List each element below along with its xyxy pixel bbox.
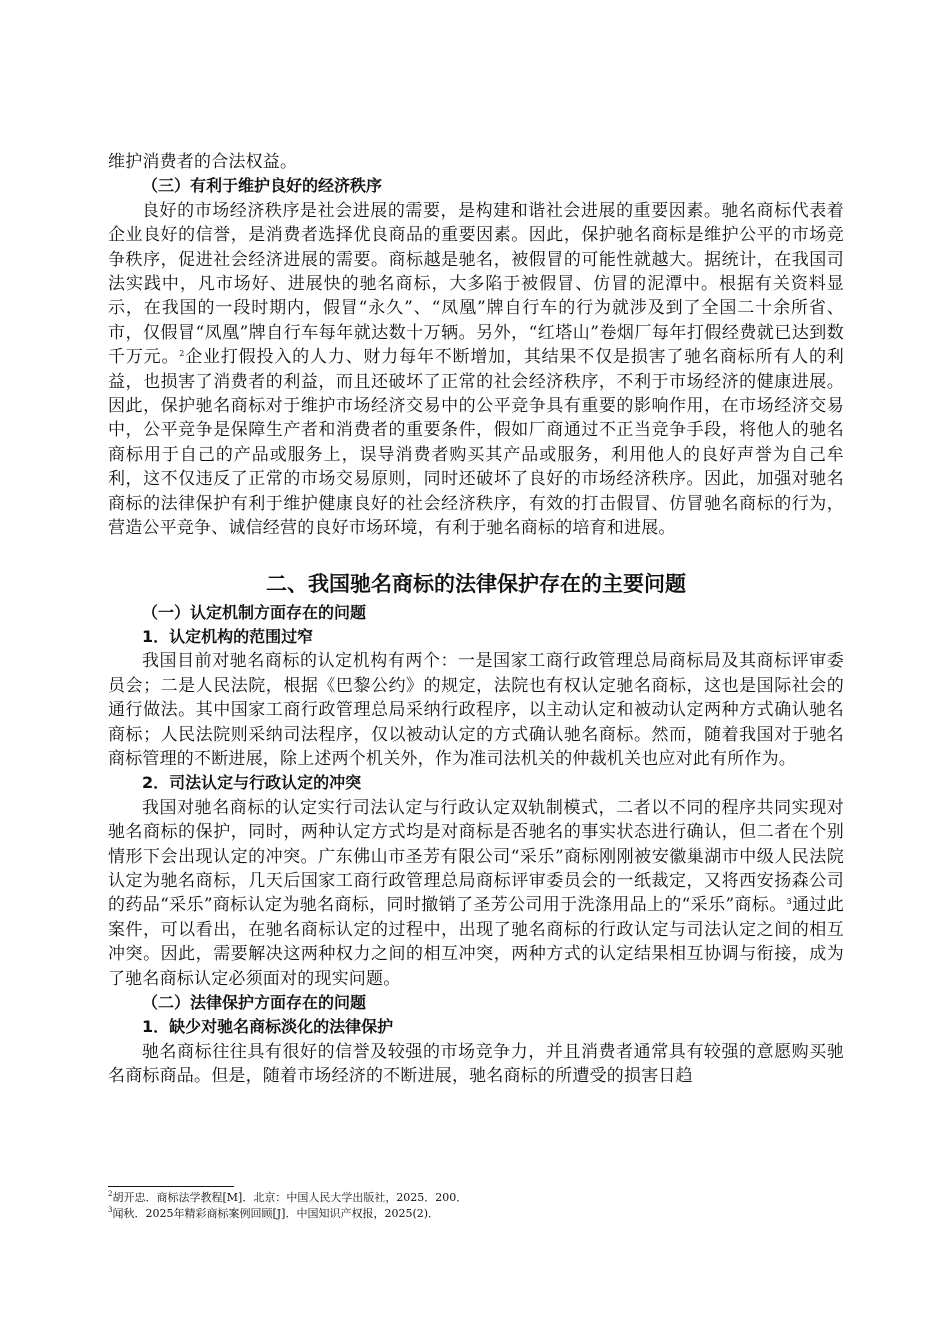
footnote-divider xyxy=(108,1186,234,1187)
paragraph-dilution: 驰名商标往往具有很好的信誉及较强的市场竞争力，并且消费者通常具有较强的意愿购买驰名商标商品。但是，随着市场经济的不断进展，驰名商标的所遭受的损害日趋 xyxy=(108,1041,844,1087)
footnotes xyxy=(108,1186,844,1222)
footnote-number: 2 xyxy=(108,1190,113,1198)
paragraph-text: 良好的市场经济秩序是社会进展的需要，是构建和谐社会进展的重要因素。驰名商标代表着企业良好的信誉，是消费者选择优良商品的重要因素。因此，保护驰名商标是维护公平的市场竞争秩序，促进社会经济进展的需要。商标越是驰名，被假冒的可能性就越大。据统计，在我国司法实践中，凡市场好、进展快的驰名商标，大多陷于被假冒、仿冒的泥潭中。根据有关资料显示，在我国的一段时期内，假冒“永久”、“凤凰”牌自行车的行为就涉及到了全国二十余所省、市，仅假冒“凤凰”牌自行车每年就达数十万辆。另外，“红塔山”卷烟厂每年打假经费就已达到数千万元。 xyxy=(108,200,844,368)
paragraph-economic-order xyxy=(108,199,844,541)
subsection-heading-1: （一）认定机制方面存在的问题 xyxy=(142,602,367,622)
subsection-heading-2: （二）法律保护方面存在的问题 xyxy=(142,993,367,1012)
main-text xyxy=(108,150,844,1089)
paragraph-text: 企业打假投入的人力、财力每年不断增加，其结果不仅是损害了驰名商标所有人的利益，也损害了消费者的利益，而且还破坏了正常的社会经济秩序，不利于市场经济的健康进展。因此，保护驰名商标对于维护市场经济交易中的公平竞争具有重要的影响作用，在市场经济交易中，公平竞争是保障生产者和消费者的重要条件，假如厂商通过不正当竞争手段，将他人的驰名商标用于自己的产品或服务上，误导消费者购买其产品或服务，利用他人的良好声誉为自己牟利，这不仅违反了正常的市场交易原则，同时还破坏了良好的市场经济秩序。因此，加强对驰名商标的法律保护有利于维护健康良好的社会经济秩序，有效的打击假冒、仿冒驰名商标的行为，营造公平竞争、诚信经营的良好市场环境，有利于驰名商标的培育和进展。 xyxy=(108,347,844,539)
footnote-ref-2: 2 xyxy=(179,349,185,359)
footnote-text: 胡开忠．商标法学教程[M]．北京：中国人民大学出版社，2025．200． xyxy=(112,1191,468,1204)
footnote-2 xyxy=(108,1190,844,1206)
footnote-ref-3: 3 xyxy=(786,897,792,907)
item-heading-2: 2．司法认定与行政认定的冲突 xyxy=(142,773,362,793)
subsection-heading-3: （三）有利于维护良好的经济秩序 xyxy=(142,176,383,196)
footnote-number: 3 xyxy=(108,1206,113,1214)
paragraph-continuation: 维护消费者的合法权益。 xyxy=(108,152,298,172)
paragraph-text: 通过此案件，可以看出，在驰名商标认定的过程中，出现了驰名商标的行政认定与司法认定之间的相互冲突。因此，需要解决这两种权力之间的相互冲突，两种方式的认定结果相互协调与衔接，成为了驰名商标认定必须面对的现实问题。 xyxy=(108,895,844,989)
paragraph-conflict xyxy=(108,796,844,991)
paragraph-text: 我国对驰名商标的认定实行司法认定与行政认定双轨制模式，二者以不同的程序共同实现对驰名商标的保护，同时，两种认定方式均是对商标是否驰名的事实状态进行确认，但二者在个别情形下会出现认定的冲突。广东佛山市圣芳有限公司“采乐”商标刚刚被安徽巢湖市中级人民法院认定为驰名商标，几天后国家工商行政管理总局商标评审委员会的一纸裁定，又将西安扬森公司的药品“采乐”商标认定为驰名商标，同时撤销了圣芳公司用于洗涤用品上的“采乐”商标。 xyxy=(108,797,844,916)
item-heading-3: 1．缺少对驰名商标淡化的法律保护 xyxy=(142,1017,394,1037)
item-heading-1: 1．认定机构的范围过窄 xyxy=(142,626,314,646)
paragraph-authorities: 我国目前对驰名商标的认定机构有两个：一是国家工商行政管理总局商标局及其商标评审委员会；二是人民法院，根据《巴黎公约》的规定，法院也有权认定驰名商标，这也是国际社会的通行做法。其中国家工商行政管理总局采纳行政程序，以主动认定和被动认定两种方式确认驰名商标；人民法院则采纳司法程序，仅以被动认定的方式确认驰名商标。然而，随着我国对于驰名商标管理的不断进展，除上述两个机关外，作为准司法机关的仲裁机关也应对此有所作为。 xyxy=(108,651,844,769)
section-heading-2: 二、我国驰名商标的法律保护存在的主要问题 xyxy=(266,571,686,596)
footnote-text: 闻秋．2025年精彩商标案例回顾[J]．中国知识产权报，2025(2)． xyxy=(112,1207,440,1220)
footnote-3 xyxy=(108,1206,844,1222)
